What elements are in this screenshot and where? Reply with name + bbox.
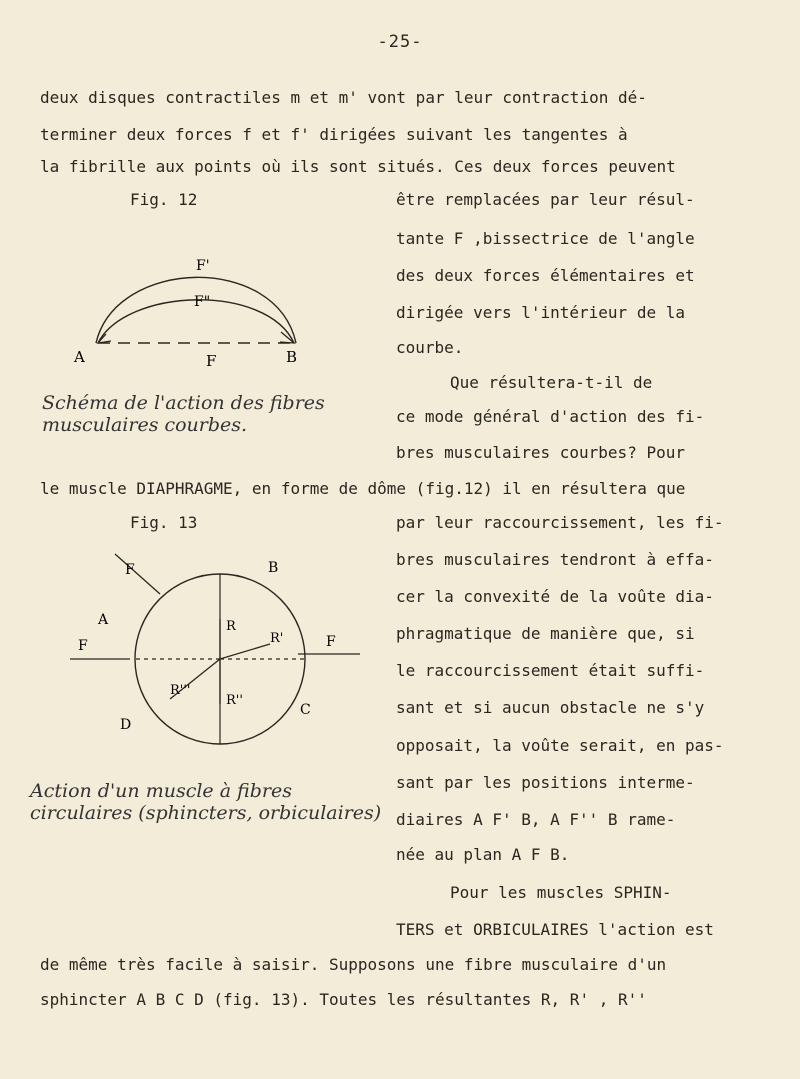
- label-c: C: [300, 702, 311, 718]
- label-f-second: F": [194, 294, 211, 310]
- text-line: deux disques contractiles m et m' vont par leur contraction dé-: [40, 88, 647, 107]
- arrow-right: [280, 332, 294, 343]
- text-line: phragmatique de manière que, si: [396, 624, 695, 643]
- label-r1: R': [270, 631, 284, 646]
- label-f-top: F: [125, 562, 135, 578]
- label-f-left: F: [78, 638, 88, 654]
- label-d: D: [120, 717, 132, 733]
- label-a: A: [98, 612, 109, 628]
- text-line: Pour les muscles SPHIN-: [450, 883, 672, 902]
- arc-outer: [96, 277, 296, 343]
- fig12-handwritten-note: Schéma de l'action des fibres musculaires courbes.: [42, 392, 325, 436]
- text-line: le muscle DIAPHRAGME, en forme de dôme (fig.12) il en résultera que: [40, 479, 686, 498]
- label-f: F: [206, 352, 217, 370]
- arrow-r1: [220, 644, 270, 659]
- text-line: opposait, la voûte serait, en pas-: [396, 736, 724, 755]
- fig12-caption: Fig. 12: [130, 190, 198, 209]
- label-a: A: [74, 348, 85, 366]
- text-line: ce mode général d'action des fi-: [396, 407, 705, 426]
- fig13-handwritten-note: Action d'un muscle à fibres circulaires (sphincters, orbiculaires): [30, 780, 382, 824]
- text-line: tante F ,bissectrice de l'angle: [396, 229, 695, 248]
- fig12-diagram: [76, 238, 336, 368]
- label-f-prime: F': [196, 258, 210, 274]
- label-r2: R'': [226, 693, 243, 708]
- text-line: sphincter A B C D (fig. 13). Toutes les résultantes R, R' , R'': [40, 990, 647, 1009]
- page-number: -25-: [377, 32, 423, 52]
- text-line: de même très facile à saisir. Supposons une fibre musculaire d'un: [40, 955, 667, 974]
- label-r: R: [226, 619, 236, 634]
- text-line: la fibrille aux points où ils sont situés. Ces deux forces peuvent: [40, 157, 676, 176]
- label-f-right: F: [326, 634, 336, 650]
- text-line: le raccourcissement était suffi-: [396, 661, 705, 680]
- text-line: bres musculaires tendront à effa-: [396, 550, 714, 569]
- text-line: des deux forces élémentaires et: [396, 266, 695, 285]
- text-line: courbe.: [396, 338, 464, 357]
- text-line: TERS et ORBICULAIRES l'action est: [396, 920, 714, 939]
- text-line: née au plan A F B.: [396, 845, 570, 864]
- text-line: sant par les positions interme-: [396, 773, 695, 792]
- text-line: par leur raccourcissement, les fi-: [396, 513, 724, 532]
- label-b: B: [268, 560, 279, 576]
- text-line: être remplacées par leur résul-: [396, 190, 695, 209]
- text-line: terminer deux forces f et f' dirigées suivant les tangentes à: [40, 125, 628, 144]
- text-line: sant et si aucun obstacle ne s'y: [396, 698, 705, 717]
- text-line: bres musculaires courbes? Pour: [396, 443, 685, 462]
- text-line: Que résultera-t-il de: [450, 373, 653, 392]
- text-line: dirigée vers l'intérieur de la: [396, 303, 685, 322]
- label-r3: R''': [170, 683, 191, 698]
- label-b: B: [286, 348, 298, 366]
- fig13-diagram: [30, 544, 370, 764]
- text-line: diaires A F' B, A F'' B rame-: [396, 810, 676, 829]
- fig13-caption: Fig. 13: [130, 513, 198, 532]
- text-line: cer la convexité de la voûte dia-: [396, 587, 714, 606]
- tangent-top: [115, 554, 160, 594]
